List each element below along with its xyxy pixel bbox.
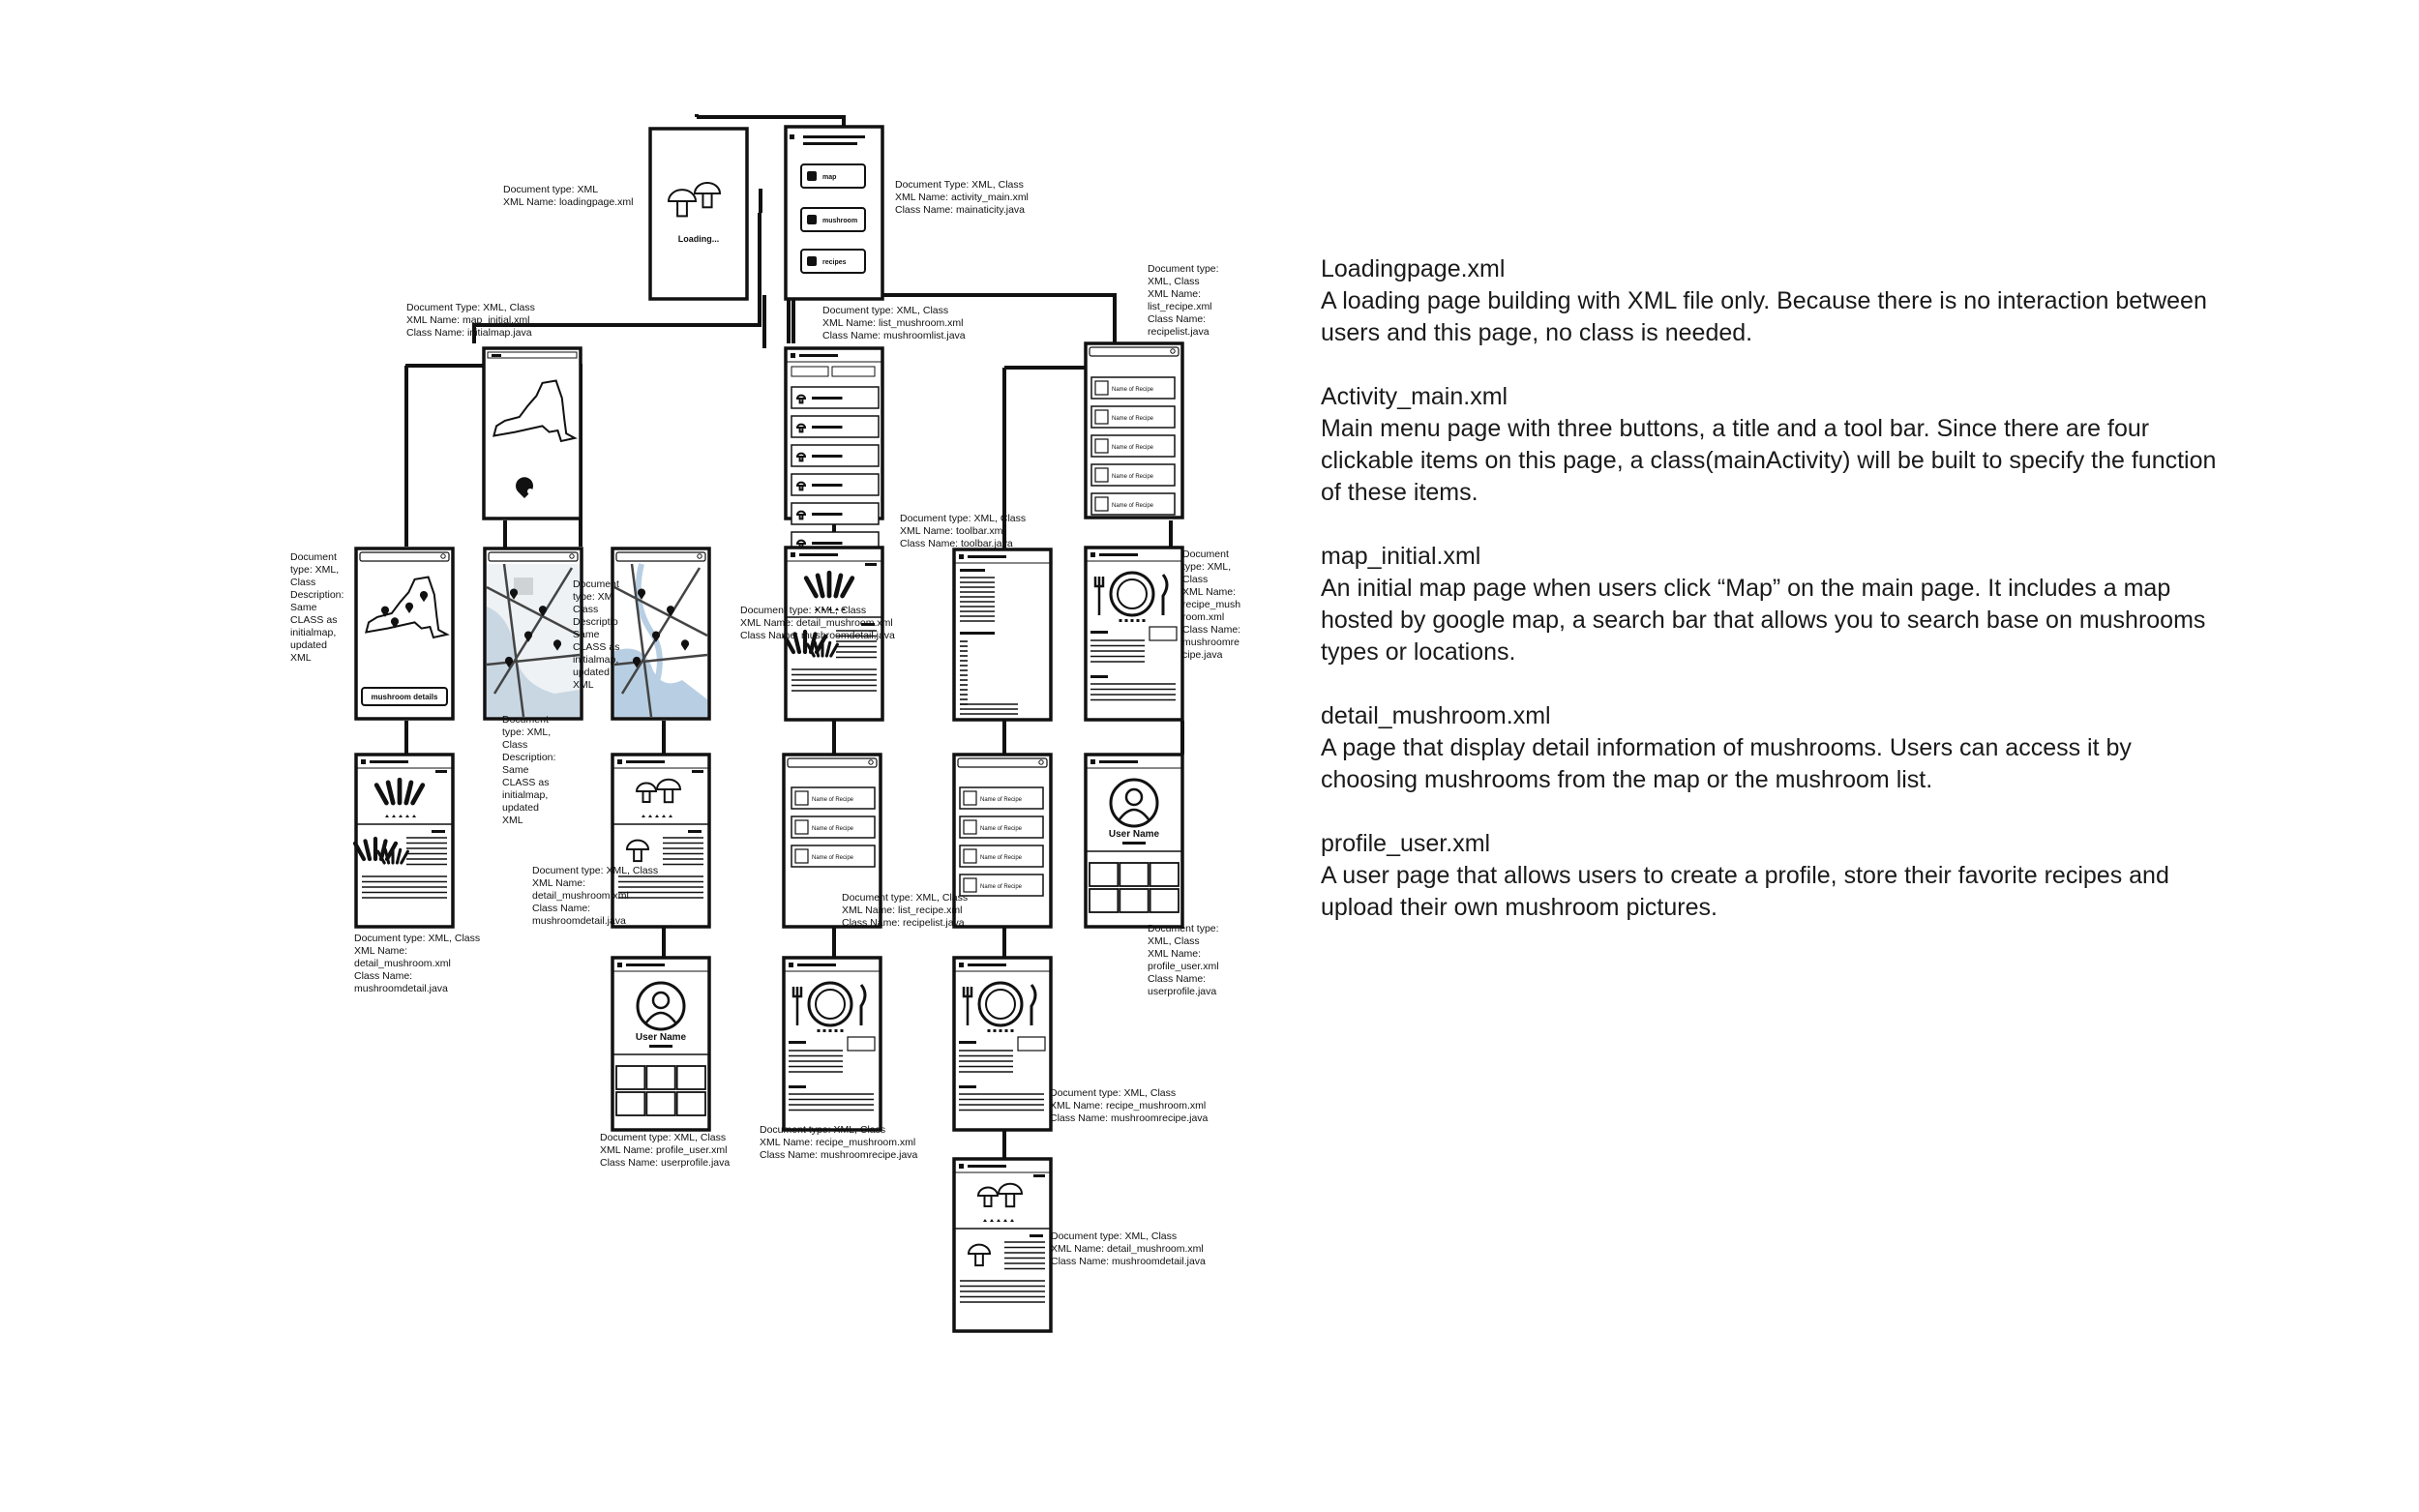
screen-map-detail-1 bbox=[356, 548, 453, 719]
annotation-a-detail-bottom bbox=[1051, 1230, 1206, 1268]
screen-main bbox=[786, 127, 882, 299]
screen-profile-bottom bbox=[612, 958, 709, 1130]
annotation-line: initialmap, bbox=[502, 789, 549, 801]
screen-frame bbox=[954, 1159, 1051, 1331]
description-text: Main menu page with three buttons, a title and a tool bar. Since there are four clickable items on this page, a class(mainActivity) will be built to specify the function of these items. bbox=[1321, 415, 2217, 506]
annotation-a-detail-b bbox=[532, 865, 658, 928]
annotation-a-loading bbox=[503, 184, 633, 209]
annotation-line: XML Name: bbox=[354, 945, 408, 957]
annotation-line: Document type: bbox=[1148, 263, 1219, 275]
annotation-line: type: XML, bbox=[290, 564, 340, 576]
annotation-line: Document type: XML, Class bbox=[1051, 1230, 1178, 1242]
annotation-line: initialmap, bbox=[290, 627, 337, 638]
annotation-line: Document type: XML bbox=[503, 184, 599, 195]
annotation-line: Document type: XML, Class bbox=[600, 1132, 727, 1143]
annotation-line: XML, Class bbox=[1148, 276, 1200, 287]
annotation-line: Class Name: mushroomlist.java bbox=[822, 330, 966, 341]
annotation-line: Document bbox=[290, 551, 337, 563]
screen-map-detail-2 bbox=[485, 548, 582, 719]
screen-frame bbox=[1086, 343, 1182, 518]
annotation-line: Document type: XML, Class bbox=[900, 513, 1027, 524]
annotation-line: XML Name: profile_user.xml bbox=[600, 1144, 728, 1156]
list-item-label: Name of Recipe bbox=[980, 797, 1023, 803]
thumbnail bbox=[795, 849, 808, 863]
annotation-line: Document type: XML, Class bbox=[822, 305, 949, 316]
recipe-card bbox=[1018, 1037, 1045, 1051]
annotation-line: Class Name: bbox=[354, 970, 413, 982]
annotation-line: Class bbox=[1182, 574, 1209, 585]
description-section bbox=[1321, 381, 2230, 509]
search-bar bbox=[788, 758, 877, 767]
annotation-line: mushroomdetail.java bbox=[354, 983, 448, 994]
annotation-line: Same bbox=[573, 629, 600, 640]
list-item-label: Name of Recipe bbox=[980, 826, 1023, 832]
annotation-line: Description: bbox=[502, 752, 556, 763]
description-panel bbox=[1321, 253, 2230, 956]
thumbnail bbox=[795, 820, 808, 834]
photo-tile bbox=[646, 1066, 674, 1089]
annotation-line: Same bbox=[290, 602, 317, 613]
menu-icon bbox=[959, 554, 964, 559]
annotation-line: type: XML, bbox=[1182, 561, 1232, 573]
annotation-line: XML Name: bbox=[1182, 586, 1237, 598]
thumbnail bbox=[1095, 381, 1108, 395]
annotation-line: Document type: bbox=[1148, 923, 1219, 934]
list-item-label: Name of Recipe bbox=[812, 797, 854, 803]
annotation-line: updated bbox=[290, 639, 327, 651]
menu-icon bbox=[791, 353, 795, 358]
filter-tab bbox=[791, 367, 828, 376]
screen-list-recipe-b bbox=[954, 755, 1051, 927]
annotation-line: recipe_mush bbox=[1182, 599, 1241, 610]
annotation-line: Same bbox=[502, 764, 529, 776]
menu-icon bbox=[1090, 552, 1095, 557]
annotation-a-detail-a bbox=[354, 933, 480, 995]
menu-icon bbox=[617, 759, 622, 764]
description-section bbox=[1321, 541, 2230, 668]
annotation-line: XML Name: list_recipe.xml bbox=[842, 904, 963, 916]
screen-recipe-right bbox=[954, 958, 1051, 1130]
annotation-line: Document bbox=[573, 578, 619, 590]
menu-icon bbox=[959, 1164, 964, 1169]
photo-tile bbox=[1120, 863, 1148, 886]
user-name: User Name bbox=[1108, 829, 1160, 840]
screen-mushroom-list bbox=[786, 348, 882, 553]
annotation-line: Class Name: toolbar.java bbox=[900, 538, 1013, 549]
photo-tile bbox=[1150, 863, 1179, 886]
annotation-line: profile_user.xml bbox=[1148, 961, 1219, 972]
annotation-line: Class Name: bbox=[532, 903, 591, 914]
thumbnail bbox=[964, 849, 976, 863]
annotation-line: Document bbox=[502, 714, 549, 726]
annotation-a-map2-over bbox=[573, 578, 619, 692]
annotation-line: Document type: XML, Class bbox=[354, 933, 481, 944]
list-item-label: Name of Recipe bbox=[1112, 503, 1154, 509]
fork-knife-icon bbox=[807, 256, 817, 266]
annotation-line: Document Type: XML, Class bbox=[895, 179, 1024, 191]
search-bar bbox=[958, 758, 1047, 767]
annotation-line: updated bbox=[573, 667, 610, 678]
annotation-line: XML Name: recipe_mushroom.xml bbox=[1050, 1100, 1207, 1112]
annotation-a-list-recipe bbox=[842, 892, 968, 930]
list-item-label: Name of Recipe bbox=[812, 826, 854, 832]
mushroom-details-button-label: mushroom details bbox=[371, 693, 438, 701]
annotation-line: Class Name: mushroomdetail.java bbox=[1051, 1256, 1206, 1267]
annotation-line: XML Name: bbox=[1148, 288, 1202, 300]
annotation-line: Descriptio bbox=[573, 616, 618, 628]
recipe-card bbox=[848, 1037, 875, 1051]
description-text: A loading page building with XML file only. Because there is no interaction between users and this page, no class is needed. bbox=[1321, 287, 2207, 346]
annotation-line: XML Name: bbox=[532, 877, 586, 889]
screen-recipe-list bbox=[1086, 343, 1182, 518]
annotation-a-map2-under bbox=[502, 714, 555, 827]
screen-map-detail-3 bbox=[612, 548, 709, 719]
annotation-line: updated bbox=[502, 802, 539, 814]
annotation-a-main bbox=[895, 179, 1029, 217]
annotation-line: XML bbox=[502, 815, 523, 826]
menu-icon bbox=[790, 134, 794, 139]
description-title: detail_mushroom.xml bbox=[1321, 702, 1551, 729]
filter-tab bbox=[832, 367, 875, 376]
annotation-a-mushlist bbox=[822, 305, 966, 342]
annotation-line: mushroomdetail.java bbox=[532, 915, 626, 927]
photo-tile bbox=[616, 1092, 644, 1115]
mushroom-icon bbox=[978, 1188, 998, 1197]
annotation-line: Description: bbox=[290, 589, 344, 601]
main-button-label: mushroom bbox=[822, 218, 858, 224]
annotation-line: XML Name: list_mushroom.xml bbox=[822, 317, 964, 329]
annotation-line: Document type: XML, Class bbox=[532, 865, 659, 876]
annotation-line: Class bbox=[290, 577, 316, 588]
annotation-line: mushroomre bbox=[1182, 637, 1239, 648]
screen-frame bbox=[356, 755, 453, 927]
annotation-line: XML Name: activity_main.xml bbox=[895, 192, 1029, 203]
connector bbox=[697, 114, 844, 127]
menu-icon bbox=[617, 963, 622, 967]
menu-icon bbox=[361, 759, 366, 764]
screen-profile-top bbox=[1086, 755, 1182, 927]
annotation-line: Class bbox=[502, 739, 528, 751]
screen-loading bbox=[650, 129, 747, 299]
annotation-line: XML bbox=[573, 679, 594, 691]
description-section bbox=[1321, 828, 2230, 924]
menu-icon bbox=[959, 963, 964, 967]
annotation-line: Class Name: recipelist.java bbox=[842, 917, 965, 929]
list-item-label: Name of Recipe bbox=[980, 855, 1023, 861]
screen-recipe-top bbox=[1086, 548, 1182, 720]
annotation-line: Document type: XML, Class bbox=[760, 1124, 886, 1136]
search-bar bbox=[1090, 347, 1179, 356]
list-item-label: Name of Recipe bbox=[980, 884, 1023, 890]
annotation-line: type: XML, bbox=[502, 726, 552, 738]
annotation-line: CLASS as bbox=[502, 777, 550, 788]
annotation-line: Class Name: mushroomdetail.java bbox=[740, 630, 895, 641]
thumbnail bbox=[795, 791, 808, 805]
thumbnail bbox=[964, 820, 976, 834]
annotation-a-mid-detail bbox=[740, 605, 895, 642]
photo-tile bbox=[677, 1092, 705, 1115]
mushroom-icon bbox=[807, 215, 817, 224]
menu-icon bbox=[1090, 759, 1095, 764]
thumbnail bbox=[1095, 497, 1108, 511]
annotation-line: XML Name: detail_mushroom.xml bbox=[740, 617, 893, 629]
description-text: A user page that allows users to create a profile, store their favorite recipes and upload their own mushroom pictures. bbox=[1321, 862, 2169, 921]
photo-tile bbox=[1090, 889, 1118, 912]
search-bar bbox=[360, 552, 449, 561]
annotation-line: Class Name: bbox=[1148, 973, 1207, 985]
photo-tile bbox=[1150, 889, 1179, 912]
annotation-line: Class Name: initialmap.java bbox=[406, 327, 532, 339]
annotation-line: type: XM bbox=[573, 591, 613, 603]
user-name: User Name bbox=[635, 1032, 687, 1043]
annotation-line: Class Name: mushroomrecipe.java bbox=[760, 1149, 918, 1161]
annotation-line: Class Name: bbox=[1148, 313, 1207, 325]
search-bar bbox=[489, 552, 578, 561]
main-button-label: recipes bbox=[822, 259, 847, 266]
annotation-line: userprofile.java bbox=[1148, 986, 1217, 997]
list-item-label: Name of Recipe bbox=[1112, 387, 1154, 393]
annotation-line: XML Name: map_initial.xml bbox=[406, 314, 530, 326]
search-bar bbox=[616, 552, 705, 561]
thumbnail bbox=[964, 791, 976, 805]
screen-detail-b bbox=[355, 755, 453, 927]
annotation-line: XML Name: detail_mushroom.xml bbox=[1051, 1243, 1204, 1255]
screen-toolbar-page bbox=[954, 549, 1051, 720]
annotation-line: detail_mushroom.xml bbox=[354, 958, 451, 969]
annotation-a-map bbox=[406, 302, 535, 340]
annotation-line: cipe.java bbox=[1182, 649, 1223, 661]
thumbnail bbox=[1095, 410, 1108, 424]
annotation-line: XML, Class bbox=[1148, 935, 1200, 947]
photo-tile bbox=[646, 1092, 674, 1115]
menu-icon bbox=[791, 552, 795, 557]
annotation-line: CLASS as bbox=[290, 614, 338, 626]
annotation-line: recipelist.java bbox=[1148, 326, 1210, 338]
annotation-line: XML Name: toolbar.xml bbox=[900, 525, 1005, 537]
annotation-line: detail_mushroom.xml bbox=[532, 890, 629, 902]
mushroom-icon bbox=[637, 784, 656, 791]
photo-tile bbox=[616, 1066, 644, 1089]
annotation-line: Class Name: mushroomrecipe.java bbox=[1050, 1112, 1209, 1124]
menu-icon bbox=[789, 963, 793, 967]
annotation-line: CLASS as bbox=[573, 641, 620, 653]
annotation-line: Document Type: XML, Class bbox=[406, 302, 535, 313]
annotation-a-toolbar bbox=[900, 513, 1026, 550]
annotation-line: Document type: XML, Class bbox=[842, 892, 969, 904]
description-section bbox=[1321, 253, 2230, 349]
thumbnail bbox=[1095, 468, 1108, 482]
annotation-line: room.xml bbox=[1182, 611, 1225, 623]
annotation-a-profile-bottom bbox=[600, 1132, 730, 1170]
annotation-a-recipe-top bbox=[1182, 548, 1240, 662]
photo-tile bbox=[1120, 889, 1148, 912]
annotation-a-map1 bbox=[290, 551, 343, 665]
annotation-line: XML Name: bbox=[1148, 948, 1202, 960]
annotation-line: XML Name: recipe_mushroom.xml bbox=[760, 1137, 916, 1148]
recipe-card bbox=[1150, 627, 1177, 640]
annotation-line: Document type: XML, Class bbox=[1050, 1087, 1177, 1099]
annotation-line: Class Name: bbox=[1182, 624, 1241, 636]
description-title: map_initial.xml bbox=[1321, 543, 1481, 570]
photo-tile bbox=[1090, 863, 1118, 886]
annotation-line: Document type: XML, Class bbox=[740, 605, 867, 616]
screen-recipe-mid bbox=[784, 958, 881, 1130]
map-pin-icon bbox=[807, 171, 817, 181]
loading-label: Loading... bbox=[677, 234, 720, 244]
list-item-label: Name of Recipe bbox=[1112, 416, 1154, 422]
annotation-a-recipe-mid bbox=[760, 1124, 917, 1162]
list-item-label: Name of Recipe bbox=[1112, 445, 1154, 451]
main-button-label: map bbox=[822, 174, 837, 181]
annotation-line: XML bbox=[290, 652, 312, 664]
annotation-line: Document bbox=[1182, 548, 1229, 560]
description-title: profile_user.xml bbox=[1321, 830, 1491, 857]
screen-detail-bottom bbox=[954, 1159, 1051, 1331]
description-title: Activity_main.xml bbox=[1321, 383, 1508, 410]
thumbnail bbox=[964, 878, 976, 892]
screen-frame bbox=[954, 755, 1051, 927]
description-text: A page that display detail information of mushrooms. Users can access it by choosing mushrooms from the map or the mushroom list. bbox=[1321, 734, 2132, 793]
annotation-line: Class Name: userprofile.java bbox=[600, 1157, 731, 1169]
screen-map-initial bbox=[484, 348, 581, 519]
thumbnail bbox=[1095, 439, 1108, 453]
description-title: Loadingpage.xml bbox=[1321, 255, 1506, 282]
annotation-a-recipelist bbox=[1148, 263, 1219, 339]
description-text: An initial map page when users click “Map” on the main page. It includes a map hosted by google map, a search bar that allows you to search base on mushrooms types or locations. bbox=[1321, 575, 2206, 666]
annotation-line: initialmap, bbox=[573, 654, 619, 666]
list-item-label: Name of Recipe bbox=[812, 855, 854, 861]
annotation-line: list_recipe.xml bbox=[1148, 301, 1212, 312]
list-item-label: Name of Recipe bbox=[1112, 474, 1154, 480]
photo-tile bbox=[677, 1066, 705, 1089]
description-section bbox=[1321, 700, 2230, 796]
annotation-line: Class Name: mainaticity.java bbox=[895, 204, 1026, 216]
screen-frame bbox=[650, 129, 747, 299]
annotation-a-profile-top bbox=[1148, 923, 1219, 998]
annotation-a-recipe-right bbox=[1050, 1087, 1208, 1125]
annotation-line: Class bbox=[573, 604, 599, 615]
annotation-line: XML Name: loadingpage.xml bbox=[503, 196, 634, 208]
